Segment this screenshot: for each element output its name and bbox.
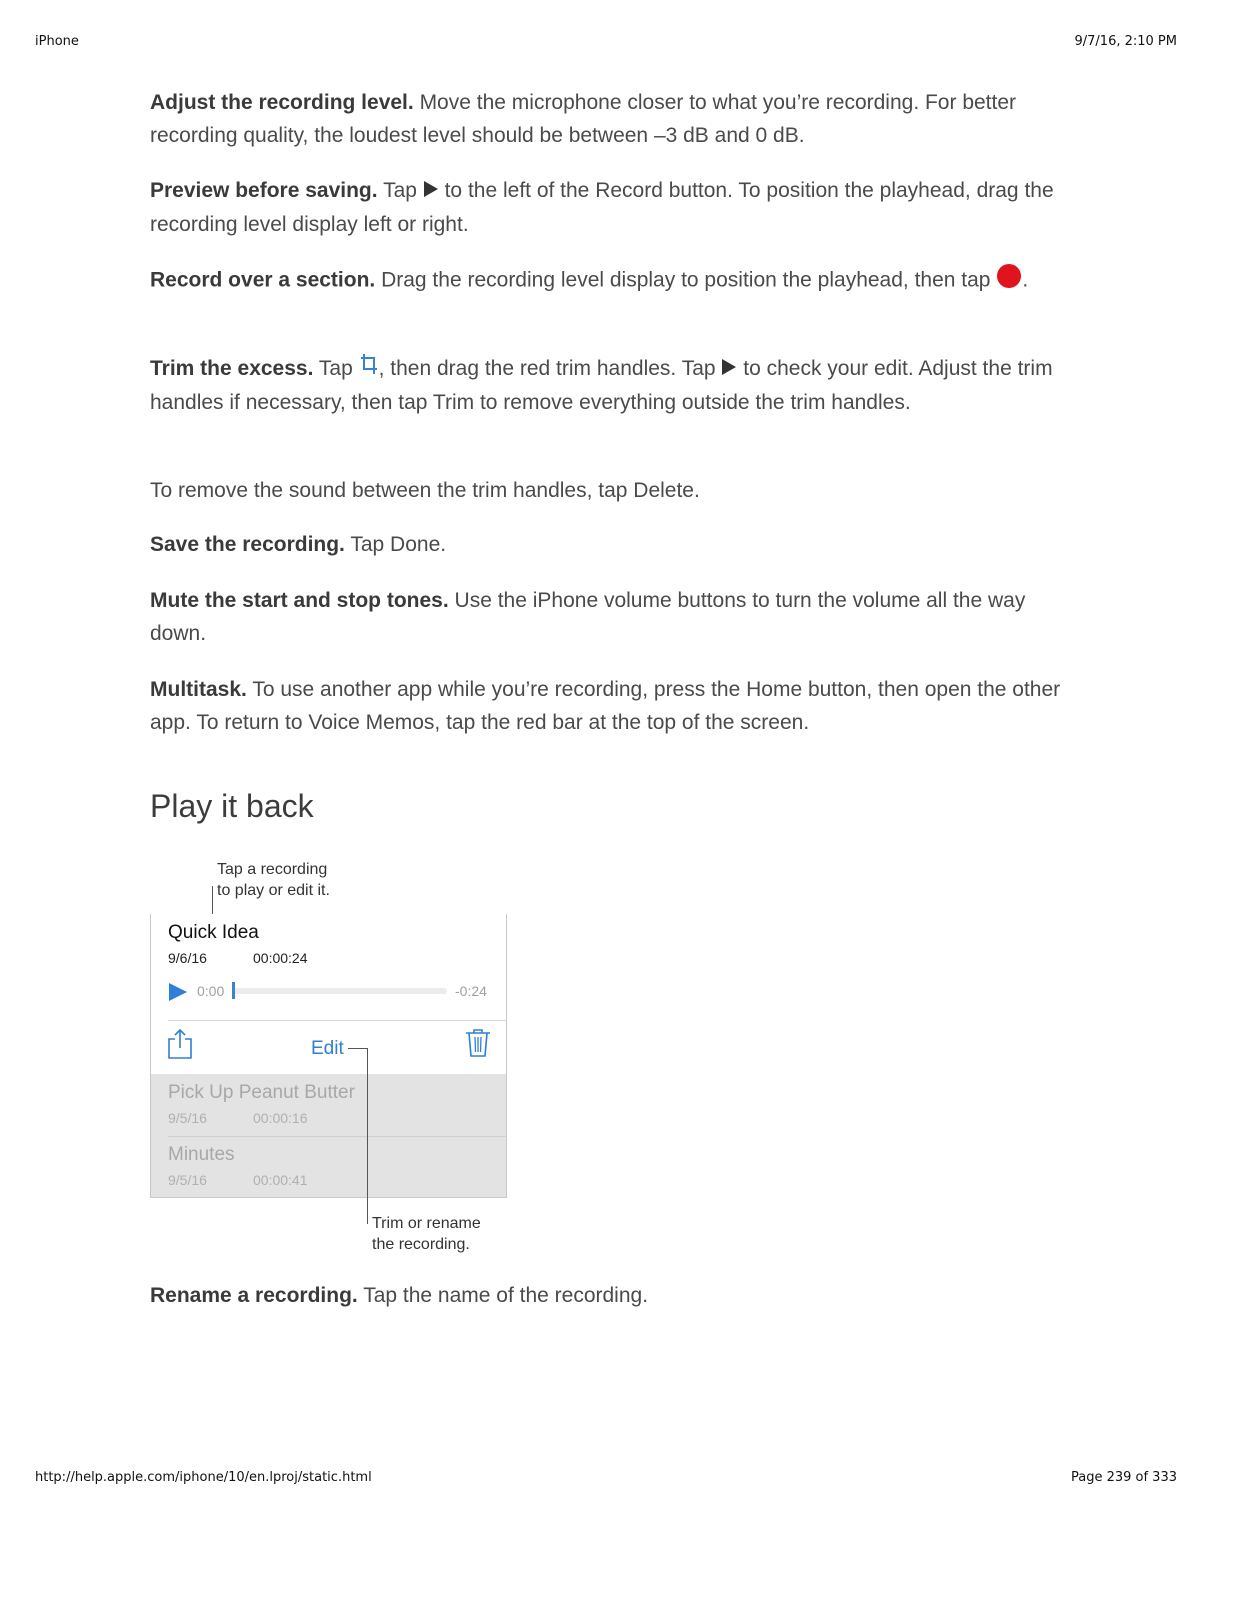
callout-tap-recording — [217, 859, 330, 901]
paragraph-heading: Adjust the recording level. — [150, 91, 414, 114]
paragraph-heading: Multitask. — [150, 678, 247, 701]
paragraph-text: Tap — [313, 357, 359, 380]
paragraph-text: To use another app while you’re recording, press the Home button, then open the other app. To return to Voice Memos, tap the red bar at the top of the screen. — [150, 678, 1061, 734]
recording-date: 9/6/16 — [168, 950, 207, 966]
paragraph-record-over — [150, 263, 1070, 299]
callout-line-1: Trim or rename — [372, 1215, 481, 1232]
paragraph-text: . — [1022, 268, 1029, 292]
callout-leader-line — [367, 1048, 368, 1224]
trash-icon[interactable] — [465, 1028, 491, 1063]
header-left: iPhone — [35, 34, 79, 49]
paragraph-heading: Rename a recording. — [150, 1284, 358, 1307]
paragraph-heading: Record over a section. — [150, 268, 376, 292]
paragraph-trim — [150, 352, 1070, 419]
paragraph-text: to the left of the Record button. To position the playhead, drag the recording level display left or right. — [150, 179, 1054, 236]
remaining-time: -0:24 — [455, 983, 487, 999]
paragraph-text: to check your edit. Adjust the trim handles if necessary, then tap Trim to remove everything outside the trim handles. — [150, 357, 1053, 415]
play-triangle-icon — [423, 175, 439, 208]
recording-date: 9/5/16 — [168, 1110, 207, 1126]
paragraph-save — [150, 528, 1070, 561]
share-icon[interactable] — [167, 1028, 193, 1065]
recording-duration: 00:00:24 — [253, 950, 308, 966]
paragraph-preview — [150, 174, 1070, 241]
other-recordings — [151, 1074, 506, 1198]
callout-line-2: to play or edit it. — [217, 882, 330, 899]
edit-button[interactable]: Edit — [311, 1038, 344, 1059]
divider — [168, 1020, 506, 1021]
paragraph-text: , then drag the red trim handles. Tap — [378, 357, 722, 380]
header-date: 9/7/16, 2:10 PM — [1074, 34, 1177, 49]
paragraph-heading: Trim the excess. — [150, 357, 314, 380]
paragraph-text: Tap — [377, 179, 423, 202]
paragraph-text: Tap Done. — [344, 533, 447, 556]
voice-memos-list — [150, 914, 507, 1198]
paragraph-text: To remove the sound between the trim handles, tap Delete. — [150, 479, 700, 502]
recording-title: Pick Up Peanut Butter — [168, 1082, 355, 1103]
scrubber-track[interactable] — [233, 988, 447, 994]
paragraph-multitask — [150, 673, 1070, 739]
recording-duration: 00:00:16 — [253, 1110, 308, 1126]
callout-line-1: Tap a recording — [217, 861, 328, 878]
footer-url: http://help.apple.com/iphone/10/en.lproj/static.html — [35, 1470, 372, 1485]
paragraph-heading: Save the recording. — [150, 533, 345, 556]
record-button-icon — [996, 263, 1022, 299]
paragraph-adjust-level — [150, 86, 1070, 152]
paragraph-text: Drag the recording level display to position the playhead, then tap — [375, 268, 997, 292]
callout-line-2: the recording. — [372, 1236, 470, 1253]
paragraph-mute — [150, 584, 1070, 650]
play-triangle-icon — [721, 353, 737, 386]
trim-icon — [359, 352, 379, 386]
paragraph-text: Use the iPhone volume buttons to turn the volume all the way down. — [150, 589, 1026, 645]
page-number: Page 239 of 333 — [1070, 1470, 1177, 1485]
section-title: Play it back — [150, 788, 314, 824]
list-item[interactable] — [151, 1137, 506, 1198]
list-item[interactable] — [151, 1074, 506, 1136]
paragraph-text: Tap the name of the recording. — [357, 1284, 649, 1307]
play-icon[interactable] — [168, 982, 188, 1007]
recording-duration: 00:00:41 — [253, 1172, 308, 1188]
paragraph-remove — [150, 474, 1070, 507]
recording-date: 9/5/16 — [168, 1172, 207, 1188]
recording-title: Minutes — [168, 1144, 235, 1165]
callout-trim-rename — [372, 1213, 481, 1255]
paragraph-heading: Preview before saving. — [150, 179, 378, 202]
paragraph-heading: Mute the start and stop tones. — [150, 589, 449, 612]
paragraph-rename — [150, 1279, 1070, 1312]
scrubber-playhead[interactable] — [232, 982, 235, 999]
callout-leader-line — [348, 1048, 368, 1049]
elapsed-time: 0:00 — [197, 983, 225, 999]
recording-title[interactable]: Quick Idea — [168, 922, 259, 943]
paragraph-text: Move the microphone closer to what you’re recording. For better recording quality, the loudest level should be between –3 dB and 0 dB. — [150, 91, 1017, 147]
